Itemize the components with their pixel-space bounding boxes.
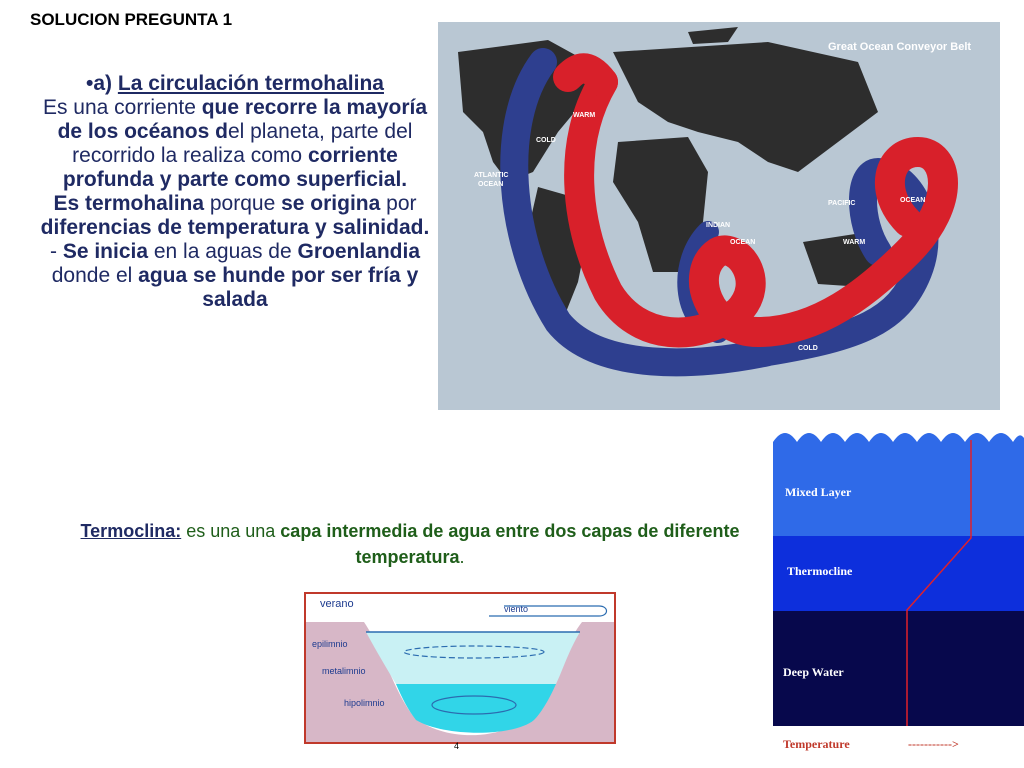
text-block <box>30 72 440 312</box>
termoclina-label: Termoclina: <box>80 521 182 541</box>
svg-text:WARM: WARM <box>573 112 596 119</box>
svg-text:ATLANTIC: ATLANTIC <box>474 172 509 179</box>
temperature-arrow: -----------> <box>908 737 959 751</box>
lake-stratification-diagram <box>304 592 616 750</box>
thermocline-diagram <box>773 428 1024 768</box>
paragraph-1: Es una corriente que recorre la mayoría de los océanos del planeta, parte del recorrido la realiza como corriente profunda y parte como superficial. <box>42 96 428 191</box>
section-heading <box>30 72 440 96</box>
slide-title: SOLUCION PREGUNTA 1 <box>30 10 233 29</box>
heading-bullet: •a) <box>86 72 118 95</box>
deep-water-label: Deep Water <box>783 665 844 679</box>
conveyor-belt-map <box>438 22 1000 410</box>
svg-text:COLD: COLD <box>798 345 818 352</box>
mixed-layer-label: Mixed Layer <box>785 485 852 499</box>
paragraph-2: Es termohalina porque se origina por diferencias de temperatura y salinidad. <box>40 192 430 239</box>
thermocline-label: Thermocline <box>787 564 853 578</box>
heading-text: La circulación termohalina <box>117 72 384 95</box>
temperature-label: Temperature <box>783 737 850 751</box>
page-number: 4 <box>454 741 460 750</box>
hipolimnio-label: hipolimnio <box>344 698 385 708</box>
svg-text:OCEAN: OCEAN <box>730 239 756 246</box>
svg-text:OCEAN: OCEAN <box>900 197 926 204</box>
epilimnio-label: epilimnio <box>312 639 348 649</box>
metalimnio-label: metalimnio <box>322 666 366 676</box>
svg-text:PACIFIC: PACIFIC <box>828 200 856 207</box>
season-label: verano <box>320 598 354 610</box>
svg-text:INDIAN: INDIAN <box>706 222 731 229</box>
wind-label: viento <box>504 604 529 614</box>
svg-text:COLD: COLD <box>536 137 556 144</box>
svg-text:WARM: WARM <box>843 239 866 246</box>
termoclina-definition: Termoclina: es una una capa intermedia de agua entre dos capas de diferente temperatura. <box>80 521 740 567</box>
svg-text:OCEAN: OCEAN <box>478 181 504 188</box>
map-title: Great Ocean Conveyor Belt <box>828 41 972 53</box>
paragraph-3: - Se inicia en la aguas de Groenlandia donde el agua se hunde por ser fría y salada <box>49 240 421 311</box>
